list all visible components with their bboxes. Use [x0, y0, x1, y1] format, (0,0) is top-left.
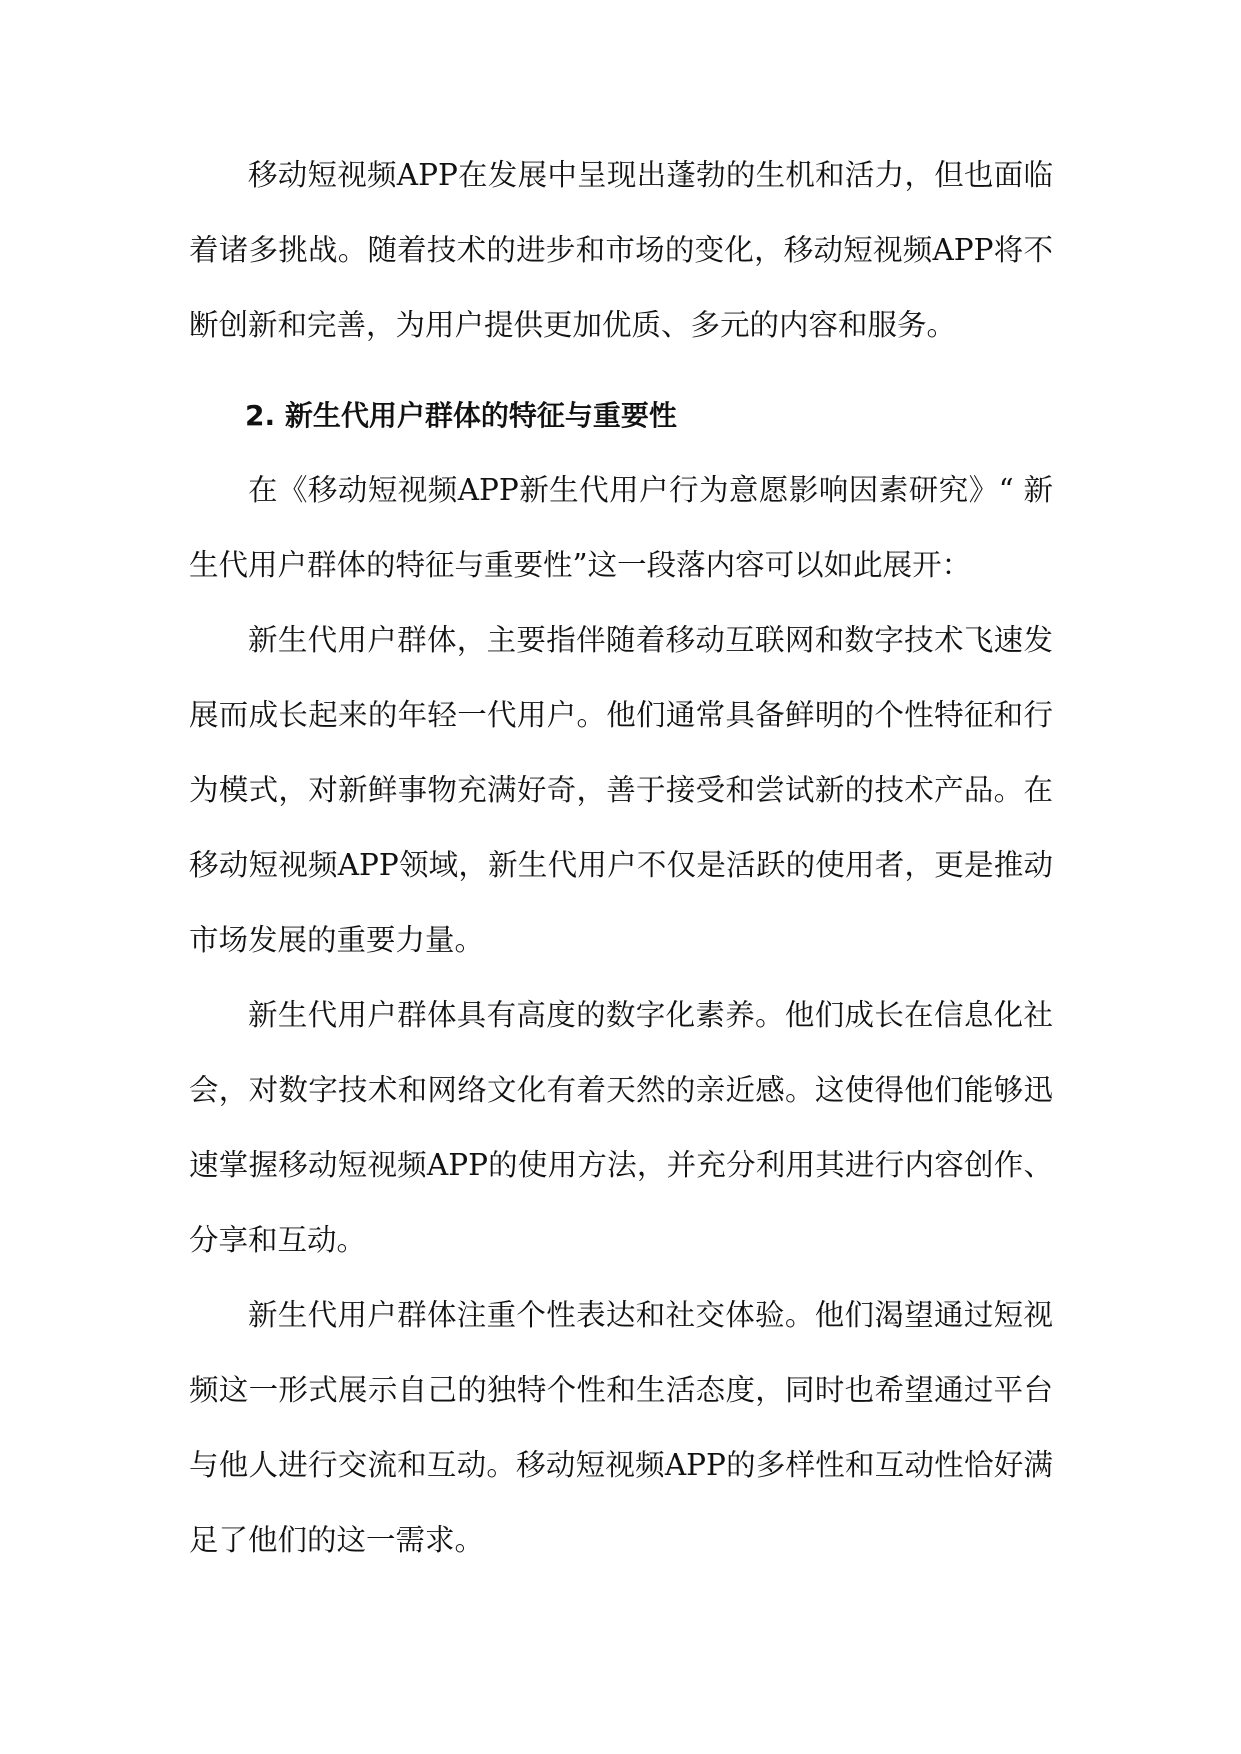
- section-heading-new-generation-users: 2. 新生代用户群体的特征与重要性: [245, 399, 677, 432]
- paragraph-digital-literacy: 新生代用户群体具有高度的数字化素养。他们成长在信息化社会，对数字技术和网络文化有着天然的亲近感。这使得他们能够迅速掌握移动短视频APP的使用方法，并充分利用其进行内容创作、分享和互动。: [189, 998, 1053, 1257]
- paragraph-user-definition: 新生代用户群体，主要指伴随着移动互联网和数字技术飞速发展而成长起来的年轻一代用户。他们通常具备鲜明的个性特征和行为模式，对新鲜事物充满好奇，善于接受和尝试新的技术产品。在移动短视频APP领域，新生代用户不仅是活跃的使用者，更是推动市场发展的重要力量。: [189, 623, 1053, 957]
- paragraph-social-expression: 新生代用户群体注重个性表达和社交体验。他们渴望通过短视频这一形式展示自己的独特个性和生活态度，同时也希望通过平台与他人进行交流和互动。移动短视频APP的多样性和互动性恰好满足了他们的这一需求。: [189, 1298, 1053, 1557]
- paragraph-section-intro: 在《移动短视频APP新生代用户行为意愿影响因素研究》“ 新生代用户群体的特征与重要性”这一段落内容可以如此展开：: [189, 473, 1053, 582]
- paragraph-app-development-summary: 移动短视频APP在发展中呈现出蓬勃的生机和活力，但也面临着诸多挑战。随着技术的进步和市场的变化，移动短视频APP将不断创新和完善，为用户提供更加优质、多元的内容和服务。: [189, 158, 1053, 342]
- document-body: [189, 138, 1053, 1578]
